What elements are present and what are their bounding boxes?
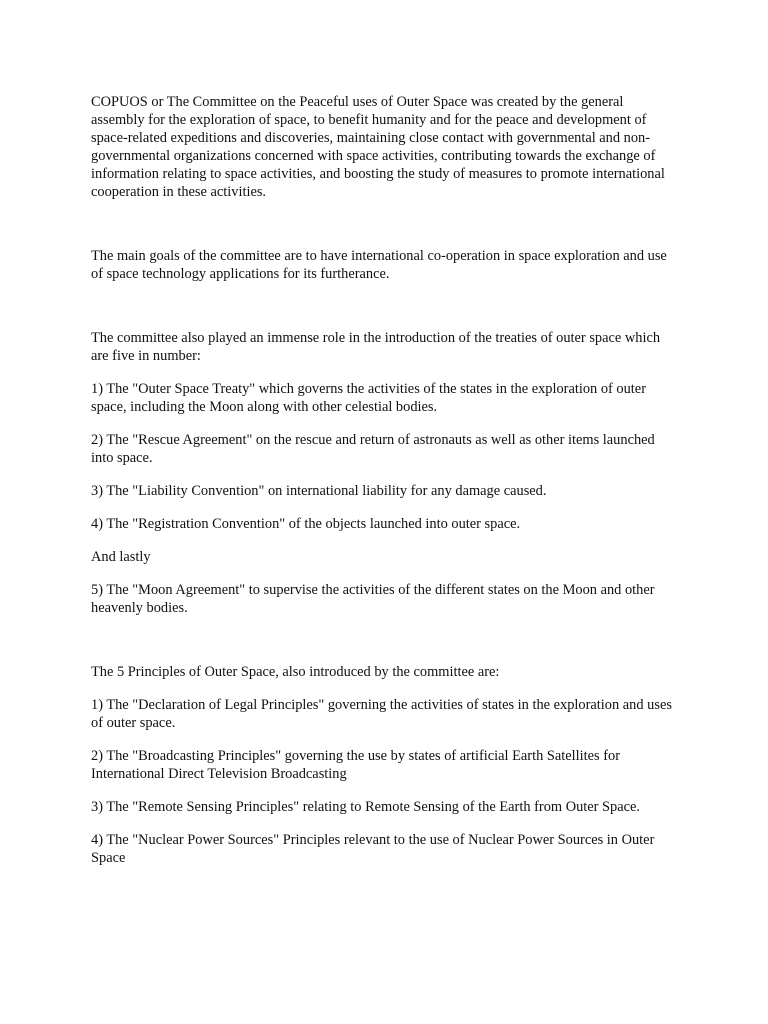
principle-item: 4) The "Nuclear Power Sources" Principles relevant to the use of Nuclear Power Sources in Outer Space xyxy=(91,832,655,866)
intro-paragraph: COPUOS or The Committee on the Peaceful uses of Outer Space was created by the general assembly for the exploration of space, to benefit humanity and for the peace and development of space-related expeditions and discoveries, maintaining close contact with governmental and non-governmental organizations concerned with space activities, contributing towards the exchange of information relating to space activities, and boosting the study of measures to promote international cooperation in these activities. xyxy=(91,94,665,200)
document-page xyxy=(91,93,679,867)
treaty-item: 3) The "Liability Convention" on international liability for any damage caused. xyxy=(91,483,547,499)
treaty-item: 1) The "Outer Space Treaty" which governs the activities of the states in the exploration of outer space, including the Moon along with other celestial bodies. xyxy=(91,381,646,415)
principles-intro-paragraph: The 5 Principles of Outer Space, also introduced by the committee are: xyxy=(91,664,500,680)
principle-item: 2) The "Broadcasting Principles" governing the use by states of artificial Earth Satellites for International Direct Television Broadcasting xyxy=(91,748,621,782)
treaty-item: 4) The "Registration Convention" of the objects launched into outer space. xyxy=(91,516,521,532)
treaty-item: 2) The "Rescue Agreement" on the rescue and return of astronauts as well as other items launched into space. xyxy=(91,432,655,466)
and-lastly-text: And lastly xyxy=(91,549,151,565)
principle-item: 1) The "Declaration of Legal Principles" governing the activities of states in the exploration and uses of outer space. xyxy=(91,697,672,731)
treaties-intro-paragraph: The committee also played an immense role in the introduction of the treaties of outer space which are five in number: xyxy=(91,330,661,364)
principle-item: 3) The "Remote Sensing Principles" relating to Remote Sensing of the Earth from Outer Space. xyxy=(91,799,641,815)
goals-paragraph: The main goals of the committee are to have international co-operation in space exploration and use of space technology applications for its furtherance. xyxy=(91,248,667,282)
treaty-item: 5) The "Moon Agreement" to supervise the activities of the different states on the Moon and other heavenly bodies. xyxy=(91,582,655,616)
